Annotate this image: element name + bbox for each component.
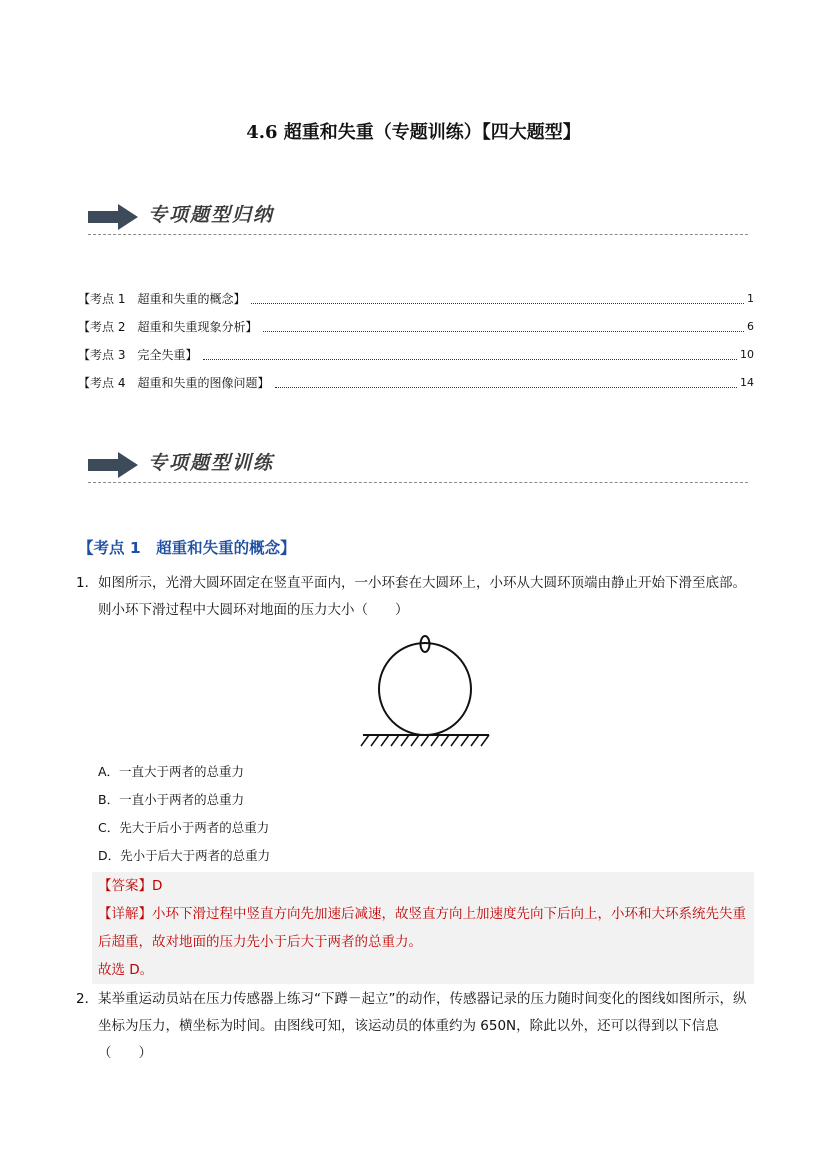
section-banner-summary (88, 196, 748, 236)
question-text: 某举重运动员站在压力传感器上练习“下蹲－起立”的动作，传感器记录的压力随时间变化的图线如图所示，纵坐标为压力，横坐标为时间。由图线可知，该运动员的体重约为 650N，除此以外，还可以得到以下信息（ ） (98, 991, 747, 1061)
table-of-contents (78, 284, 754, 396)
toc-item[interactable]: 【考点 3 完全失重】 10 (78, 347, 754, 362)
section-banner-training (88, 444, 748, 484)
conclusion-text: 故选 D。 (98, 962, 154, 978)
option-c[interactable]: C．先大于后小于两者的总重力 (98, 820, 270, 835)
answer-value: D (152, 878, 163, 894)
option-b[interactable]: B．一直小于两者的总重力 (98, 792, 245, 807)
toc-item[interactable]: 【考点 4 超重和失重的图像问题】 14 (78, 375, 754, 390)
question-text: 如图所示，光滑大圆环固定在竖直平面内，一小环套在大圆环上，小环从大圆环顶端由静止开始下滑至底部。则小环下滑过程中大圆环对地面的压力大小（ ） (98, 575, 746, 618)
ring-diagram (355, 632, 495, 750)
arrow-icon (88, 204, 138, 230)
divider (88, 482, 748, 483)
answer-label: 【答案】 (98, 878, 152, 894)
banner-text: 专项题型训练 (148, 452, 275, 474)
option-d[interactable]: D．先小于后大于两者的总重力 (98, 848, 271, 863)
section-heading: 【考点 1 超重和失重的概念】 (78, 539, 296, 557)
detail-label: 【详解】 (98, 906, 152, 922)
answer-box (92, 872, 754, 984)
toc-item[interactable]: 【考点 2 超重和失重现象分析】 6 (78, 319, 754, 334)
detail-text: 小环下滑过程中竖直方向先加速后减速，故竖直方向上加速度先向下后向上，小环和大环系统先失重后超重，故对地面的压力先小于后大于两者的总重力。 (98, 906, 746, 950)
banner-text: 专项题型归纳 (148, 204, 275, 226)
arrow-icon (88, 452, 138, 478)
question-2: 2． 某举重运动员站在压力传感器上练习“下蹲－起立”的动作，传感器记录的压力随时间变化的图线如图所示，纵坐标为压力，横坐标为时间。由图线可知，该运动员的体重约为 650N，除此以外，还可以得到以下信息（ ） (76, 986, 756, 1067)
divider (88, 234, 748, 235)
question-1: 1． 如图所示，光滑大圆环固定在竖直平面内，一小环套在大圆环上，小环从大圆环顶端由静止开始下滑至底部。则小环下滑过程中大圆环对地面的压力大小（ ） (76, 570, 756, 624)
toc-item[interactable]: 【考点 1 超重和失重的概念】 1 (78, 291, 754, 306)
option-a[interactable]: A．一直大于两者的总重力 (98, 764, 245, 779)
page-title: 4.6 超重和失重（专题训练）【四大题型】 (246, 122, 581, 143)
